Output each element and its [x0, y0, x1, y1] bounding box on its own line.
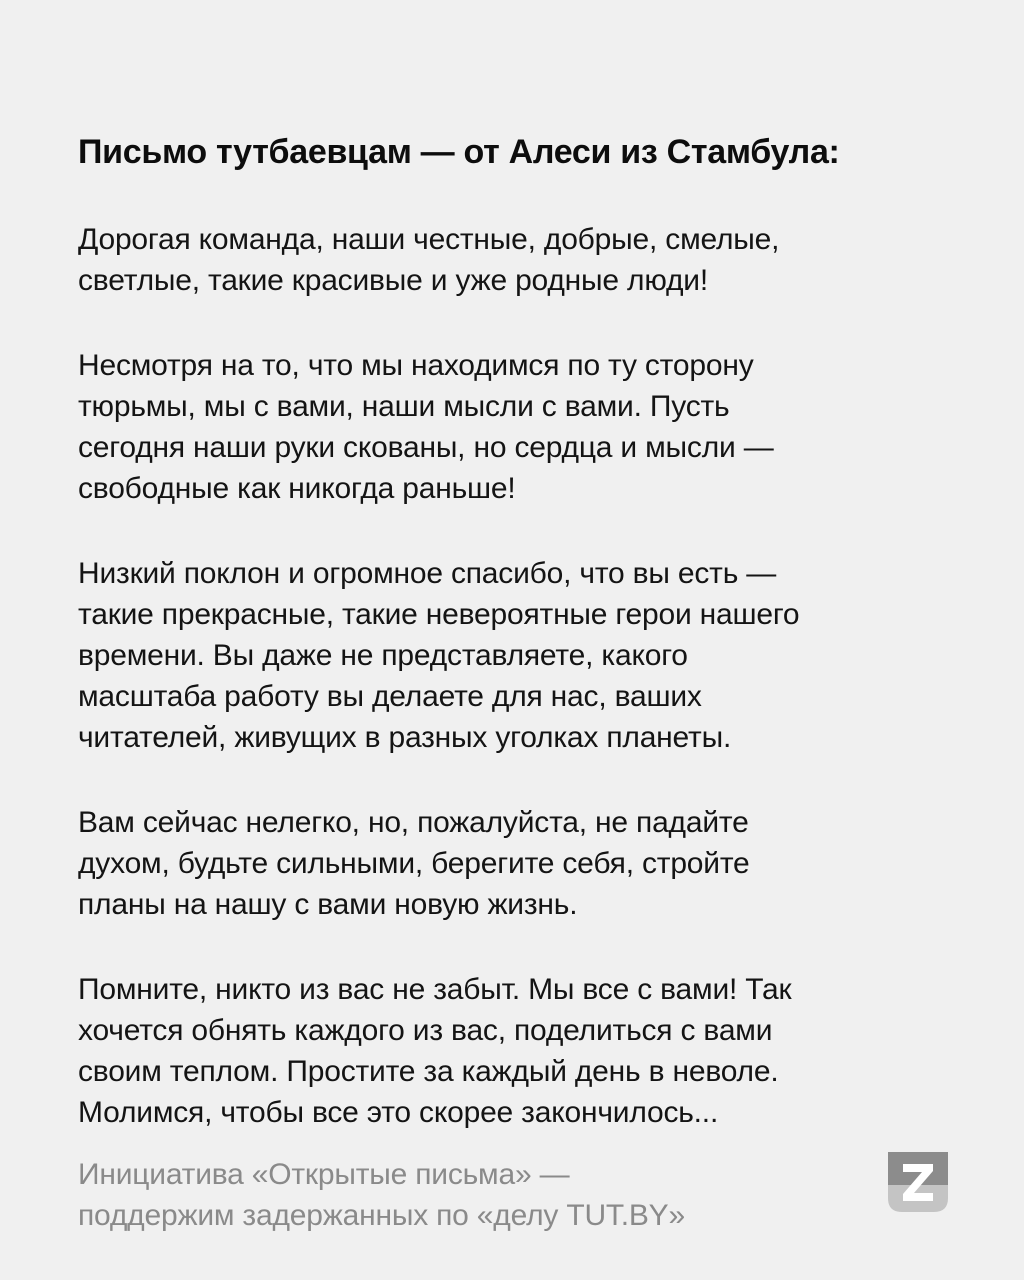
- paragraph-4: [78, 802, 958, 925]
- paragraph-line: духом, будьте сильными, берегите себя, стройте: [78, 847, 750, 880]
- paragraph-2: [78, 345, 958, 509]
- paragraph-line: Молимся, чтобы все это скорее закончилось...: [78, 1096, 719, 1129]
- paragraph-line: Вам сейчас нелегко, но, пожалуйста, не падайте: [78, 806, 749, 839]
- paragraph-line: Несмотря на то, что мы находимся по ту сторону: [78, 349, 754, 382]
- z-shield-logo-icon: [888, 1152, 948, 1212]
- paragraph-line: Низкий поклон и огромное спасибо, что вы есть —: [78, 557, 777, 590]
- letter-body: [78, 219, 958, 1177]
- paragraph-line: хочется обнять каждого из вас, поделиться с вами: [78, 1014, 773, 1047]
- paragraph-3: [78, 553, 958, 758]
- paragraph-line: такие прекрасные, такие невероятные герои нашего: [78, 598, 800, 631]
- paragraph-line: светлые, такие красивые и уже родные люди!: [78, 264, 708, 297]
- paragraph-line: масштаба работу вы делаете для нас, ваших: [78, 680, 702, 713]
- paragraph-line: своим теплом. Простите за каждый день в неволе.: [78, 1055, 779, 1088]
- paragraph-line: читателей, живущих в разных уголках планеты.: [78, 721, 732, 754]
- initiative-footer: [78, 1154, 685, 1236]
- paragraph-line: сегодня наши руки скованы, но сердца и мысли —: [78, 431, 774, 464]
- paragraph-line: свободные как никогда раньше!: [78, 472, 516, 505]
- paragraph-5: [78, 969, 958, 1133]
- paragraph-line: тюрьмы, мы с вами, наши мысли с вами. Пусть: [78, 390, 730, 423]
- paragraph-line: Помните, никто из вас не забыт. Мы все с вами! Так: [78, 973, 792, 1006]
- letter-title: Письмо тутбаевцам — от Алеси из Стамбула:: [78, 133, 840, 171]
- paragraph-1: [78, 219, 958, 301]
- footer-line-2: поддержим задержанных по «делу TUT.BY»: [78, 1199, 685, 1232]
- footer-line-1: Инициатива «Открытые письма» —: [78, 1158, 570, 1191]
- paragraph-line: планы на нашу с вами новую жизнь.: [78, 888, 578, 921]
- paragraph-line: времени. Вы даже не представляете, какого: [78, 639, 688, 672]
- paragraph-line: Дорогая команда, наши честные, добрые, смелые,: [78, 223, 780, 256]
